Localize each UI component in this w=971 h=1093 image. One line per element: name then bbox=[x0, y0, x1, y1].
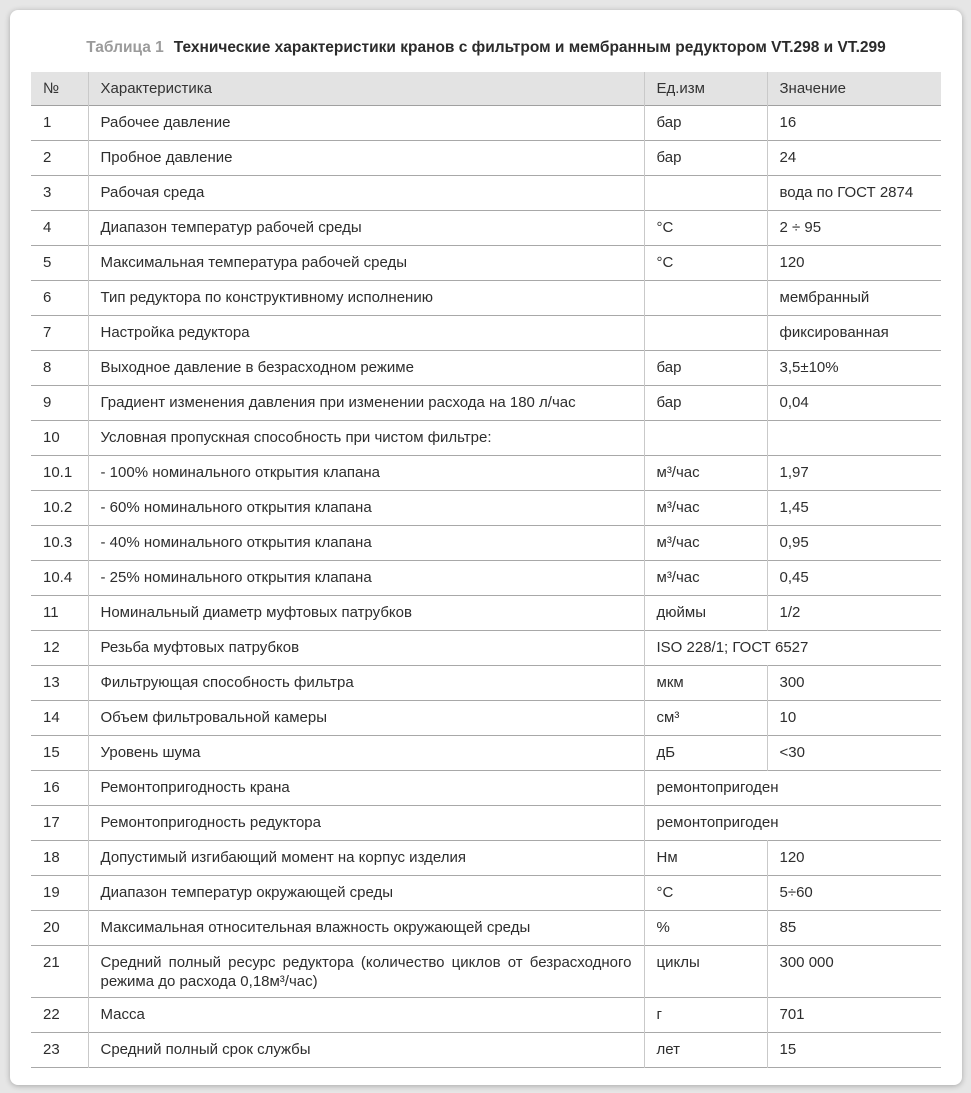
row-unit: циклы bbox=[644, 945, 767, 997]
row-number: 13 bbox=[31, 665, 88, 700]
table-row bbox=[31, 105, 941, 140]
row-unit: Нм bbox=[644, 840, 767, 875]
characteristics-table bbox=[31, 72, 941, 1068]
row-number: 11 bbox=[31, 595, 88, 630]
table-caption bbox=[31, 38, 941, 58]
row-value: 5÷60 bbox=[767, 875, 941, 910]
table-row bbox=[31, 245, 941, 280]
table-caption-label: Таблица 1 bbox=[86, 39, 164, 56]
table-row bbox=[31, 875, 941, 910]
row-value: вода по ГОСТ 2874 bbox=[767, 175, 941, 210]
table-row bbox=[31, 630, 941, 665]
table-row bbox=[31, 140, 941, 175]
row-merged-value: ремонтопригоден bbox=[644, 805, 941, 840]
row-value: фиксированная bbox=[767, 315, 941, 350]
table-caption-text: Технические характеристики кранов с фильтром и мембранным редуктором VT.298 и VT.299 bbox=[173, 39, 886, 56]
row-number: 9 bbox=[31, 385, 88, 420]
row-unit bbox=[644, 175, 767, 210]
row-unit: мкм bbox=[644, 665, 767, 700]
table-body bbox=[31, 105, 941, 1067]
row-unit bbox=[644, 315, 767, 350]
row-characteristic: Средний полный срок службы bbox=[88, 1032, 644, 1067]
table-row bbox=[31, 315, 941, 350]
row-value: 24 bbox=[767, 140, 941, 175]
table-row bbox=[31, 280, 941, 315]
row-unit: м³/час bbox=[644, 525, 767, 560]
row-number: 2 bbox=[31, 140, 88, 175]
row-value: 85 bbox=[767, 910, 941, 945]
row-value: мембранный bbox=[767, 280, 941, 315]
row-characteristic: Номинальный диаметр муфтовых патрубков bbox=[88, 595, 644, 630]
row-value: 1/2 bbox=[767, 595, 941, 630]
row-characteristic: Диапазон температур окружающей среды bbox=[88, 875, 644, 910]
row-number: 20 bbox=[31, 910, 88, 945]
table-row bbox=[31, 665, 941, 700]
row-value: 701 bbox=[767, 997, 941, 1032]
row-number: 10.1 bbox=[31, 455, 88, 490]
row-number: 15 bbox=[31, 735, 88, 770]
row-unit: бар bbox=[644, 140, 767, 175]
row-value: 120 bbox=[767, 840, 941, 875]
row-characteristic: Условная пропускная способность при чистом фильтре: bbox=[88, 420, 644, 455]
table-row bbox=[31, 560, 941, 595]
row-number: 8 bbox=[31, 350, 88, 385]
row-characteristic: Пробное давление bbox=[88, 140, 644, 175]
row-number: 7 bbox=[31, 315, 88, 350]
row-number: 14 bbox=[31, 700, 88, 735]
table-row bbox=[31, 210, 941, 245]
column-header-characteristic: Характеристика bbox=[88, 72, 644, 105]
row-characteristic: Максимальная температура рабочей среды bbox=[88, 245, 644, 280]
table-row bbox=[31, 1032, 941, 1067]
row-characteristic: - 40% номинального открытия клапана bbox=[88, 525, 644, 560]
table-row bbox=[31, 910, 941, 945]
row-merged-value: ремонтопригоден bbox=[644, 770, 941, 805]
table-row bbox=[31, 420, 941, 455]
row-value: 0,95 bbox=[767, 525, 941, 560]
row-characteristic: Настройка редуктора bbox=[88, 315, 644, 350]
row-number: 1 bbox=[31, 105, 88, 140]
row-value: 3,5±10% bbox=[767, 350, 941, 385]
row-characteristic: Масса bbox=[88, 997, 644, 1032]
row-value: 120 bbox=[767, 245, 941, 280]
row-number: 10.3 bbox=[31, 525, 88, 560]
row-characteristic: Выходное давление в безрасходном режиме bbox=[88, 350, 644, 385]
row-value: 2 ÷ 95 bbox=[767, 210, 941, 245]
row-value: 0,04 bbox=[767, 385, 941, 420]
row-unit: м³/час bbox=[644, 455, 767, 490]
row-value: 15 bbox=[767, 1032, 941, 1067]
row-value: 10 bbox=[767, 700, 941, 735]
row-characteristic: Ремонтопригодность крана bbox=[88, 770, 644, 805]
row-value: <30 bbox=[767, 735, 941, 770]
row-unit: бар bbox=[644, 350, 767, 385]
row-characteristic: - 60% номинального открытия клапана bbox=[88, 490, 644, 525]
table-row bbox=[31, 455, 941, 490]
table-row bbox=[31, 997, 941, 1032]
row-characteristic: Рабочая среда bbox=[88, 175, 644, 210]
row-number: 3 bbox=[31, 175, 88, 210]
row-merged-value: ISO 228/1; ГОСТ 6527 bbox=[644, 630, 941, 665]
table-row bbox=[31, 735, 941, 770]
row-unit: °С bbox=[644, 245, 767, 280]
row-number: 18 bbox=[31, 840, 88, 875]
table-row bbox=[31, 490, 941, 525]
table-row bbox=[31, 805, 941, 840]
row-characteristic: Рабочее давление bbox=[88, 105, 644, 140]
row-unit: °С bbox=[644, 875, 767, 910]
table-row bbox=[31, 385, 941, 420]
row-characteristic: Средний полный ресурс редуктора (количество циклов от безрасходного режима до расхода 0,18м³/час) bbox=[88, 945, 644, 997]
table-row bbox=[31, 175, 941, 210]
row-value: 1,45 bbox=[767, 490, 941, 525]
row-unit bbox=[644, 420, 767, 455]
column-header-value: Значение bbox=[767, 72, 941, 105]
row-number: 6 bbox=[31, 280, 88, 315]
row-characteristic: Диапазон температур рабочей среды bbox=[88, 210, 644, 245]
row-number: 17 bbox=[31, 805, 88, 840]
row-number: 5 bbox=[31, 245, 88, 280]
row-unit: лет bbox=[644, 1032, 767, 1067]
table-row bbox=[31, 700, 941, 735]
row-characteristic: Уровень шума bbox=[88, 735, 644, 770]
table-row bbox=[31, 770, 941, 805]
row-characteristic: Ремонтопригодность редуктора bbox=[88, 805, 644, 840]
row-unit: г bbox=[644, 997, 767, 1032]
document-page bbox=[10, 10, 962, 1085]
row-characteristic: Максимальная относительная влажность окружающей среды bbox=[88, 910, 644, 945]
row-characteristic: Объем фильтровальной камеры bbox=[88, 700, 644, 735]
row-number: 10 bbox=[31, 420, 88, 455]
row-characteristic: Тип редуктора по конструктивному исполнению bbox=[88, 280, 644, 315]
table-row bbox=[31, 595, 941, 630]
row-unit: м³/час bbox=[644, 490, 767, 525]
table-row bbox=[31, 840, 941, 875]
row-value: 1,97 bbox=[767, 455, 941, 490]
row-characteristic: Допустимый изгибающий момент на корпус изделия bbox=[88, 840, 644, 875]
row-number: 10.4 bbox=[31, 560, 88, 595]
row-value bbox=[767, 420, 941, 455]
row-characteristic: - 100% номинального открытия клапана bbox=[88, 455, 644, 490]
row-number: 12 bbox=[31, 630, 88, 665]
row-value: 16 bbox=[767, 105, 941, 140]
table-row bbox=[31, 945, 941, 997]
column-header-unit: Ед.изм bbox=[644, 72, 767, 105]
row-unit: % bbox=[644, 910, 767, 945]
row-characteristic: - 25% номинального открытия клапана bbox=[88, 560, 644, 595]
row-number: 21 bbox=[31, 945, 88, 997]
row-value: 300 000 bbox=[767, 945, 941, 997]
row-value: 300 bbox=[767, 665, 941, 700]
row-number: 16 bbox=[31, 770, 88, 805]
table-row bbox=[31, 525, 941, 560]
row-number: 10.2 bbox=[31, 490, 88, 525]
row-number: 23 bbox=[31, 1032, 88, 1067]
row-value: 0,45 bbox=[767, 560, 941, 595]
row-number: 19 bbox=[31, 875, 88, 910]
row-unit bbox=[644, 280, 767, 315]
row-unit: бар bbox=[644, 385, 767, 420]
row-characteristic: Градиент изменения давления при изменении расхода на 180 л/час bbox=[88, 385, 644, 420]
row-number: 22 bbox=[31, 997, 88, 1032]
row-number: 4 bbox=[31, 210, 88, 245]
row-unit: дюймы bbox=[644, 595, 767, 630]
row-unit: дБ bbox=[644, 735, 767, 770]
row-unit: °С bbox=[644, 210, 767, 245]
row-unit: м³/час bbox=[644, 560, 767, 595]
row-characteristic: Фильтрующая способность фильтра bbox=[88, 665, 644, 700]
table-header-row bbox=[31, 72, 941, 105]
row-unit: см³ bbox=[644, 700, 767, 735]
column-header-number: № bbox=[31, 72, 88, 105]
row-characteristic: Резьба муфтовых патрубков bbox=[88, 630, 644, 665]
table-row bbox=[31, 350, 941, 385]
row-unit: бар bbox=[644, 105, 767, 140]
